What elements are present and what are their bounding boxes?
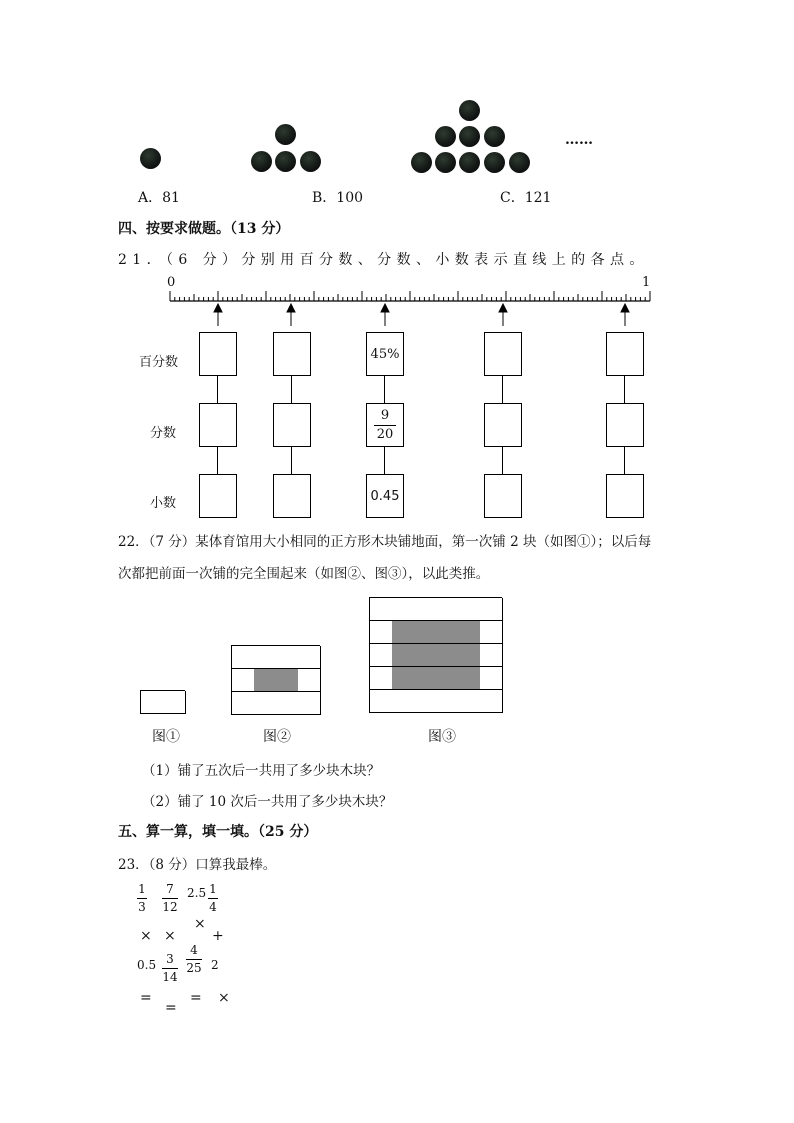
answer-box-fraction[interactable] <box>606 403 644 447</box>
fraction-numerator: 9 <box>380 407 390 423</box>
fraction-7-12: 7 12 <box>162 882 178 914</box>
option-c: C．121 <box>500 190 552 206</box>
arrow-icon <box>499 304 507 326</box>
answer-box-percent[interactable] <box>484 332 522 376</box>
given-percent: 45% <box>370 346 400 362</box>
given-percent-box <box>366 332 404 376</box>
answer-box-percent[interactable] <box>199 332 237 376</box>
answer-box-fraction[interactable] <box>273 403 311 447</box>
row-label-percent: 百分数 <box>139 355 179 370</box>
dot <box>484 152 505 173</box>
section-5-title: 五、算一算，填一填。（25 分） <box>118 824 318 840</box>
dot <box>509 152 530 173</box>
answer-box-fraction[interactable] <box>199 403 237 447</box>
times-sign: × <box>164 928 176 944</box>
answer-box-decimal[interactable] <box>199 474 237 518</box>
q22-text-line2: 次都把前面一次铺的完全围起来（如图②、图③），以此类推。 <box>118 566 490 582</box>
number-2-5: 2.5 <box>187 886 207 900</box>
figure-2-grid <box>231 645 320 715</box>
fraction-4-25: 4 25 <box>186 943 202 975</box>
times-sign: × <box>140 928 152 944</box>
dot <box>435 152 456 173</box>
q22-sub-question-1: （1）铺了五次后一共用了多少块木块？ <box>142 763 381 779</box>
dot <box>435 126 456 147</box>
arrow-icon <box>381 304 389 326</box>
ellipsis: …… <box>565 132 593 148</box>
q22-sub-question-2: （2）铺了 10 次后一共用了多少块木块？ <box>142 794 393 810</box>
given-fraction-box <box>366 403 404 447</box>
q22-text-line1: 22．（7 分）某体育馆用大小相同的正方形木块铺地面，第一次铺 2 块（如图①）；以后每 <box>118 534 652 550</box>
times-sign: × <box>194 916 206 932</box>
q23-text: 23．（8 分）口算我最棒。 <box>118 857 277 873</box>
dot <box>251 151 272 172</box>
dot <box>275 124 296 145</box>
option-a: A．81 <box>138 190 180 206</box>
fraction-1-3: 1 3 <box>138 882 146 914</box>
dot <box>411 152 432 173</box>
plus-sign: + <box>212 928 224 944</box>
dot <box>484 126 505 147</box>
number-2: 2 <box>211 958 219 972</box>
given-fraction <box>374 409 396 442</box>
equals-sign: = <box>165 1000 177 1016</box>
answer-box-percent[interactable] <box>273 332 311 376</box>
arrow-icon <box>287 304 295 326</box>
dot <box>459 126 480 147</box>
ruler-end-label: 1 <box>642 275 651 290</box>
answer-box-decimal[interactable] <box>484 474 522 518</box>
figure-3-label: 图③ <box>428 729 456 745</box>
answer-box-decimal[interactable] <box>273 474 311 518</box>
arrow-icon <box>214 304 222 326</box>
q21-text: 21．（6 分）分别用百分数、分数、小数表示直线上的各点。 <box>118 252 649 268</box>
figure-2-label: 图② <box>263 729 291 745</box>
option-b: B．100 <box>312 190 364 206</box>
section-4-title: 四、按要求做题。（13 分） <box>118 221 290 237</box>
dot <box>459 100 480 121</box>
number-0-5: 0.5 <box>137 958 157 972</box>
answer-box-decimal[interactable] <box>606 474 644 518</box>
arrow-icon <box>621 304 629 326</box>
fraction-denominator: 20 <box>376 426 394 442</box>
dot <box>459 152 480 173</box>
fraction-3-14: 3 14 <box>162 952 178 984</box>
equals-sign: = <box>140 990 152 1006</box>
dot <box>140 148 161 169</box>
answer-box-fraction[interactable] <box>484 403 522 447</box>
given-decimal-box <box>366 474 404 518</box>
number-line <box>160 286 660 331</box>
figure-1-grid <box>140 690 185 714</box>
answer-box-percent[interactable] <box>606 332 644 376</box>
dot <box>300 151 321 172</box>
equals-sign: = <box>190 990 202 1006</box>
given-decimal: 0.45 <box>370 488 400 504</box>
dot <box>275 151 296 172</box>
figure-3-grid <box>369 597 502 713</box>
ruler-start-label: 0 <box>167 275 176 290</box>
figure-1-label: 图① <box>152 729 180 745</box>
times-sign: × <box>218 990 230 1006</box>
row-label-decimal: 小数 <box>150 496 177 511</box>
fraction-1-4: 1 4 <box>209 882 217 914</box>
row-label-fraction: 分数 <box>150 426 177 441</box>
